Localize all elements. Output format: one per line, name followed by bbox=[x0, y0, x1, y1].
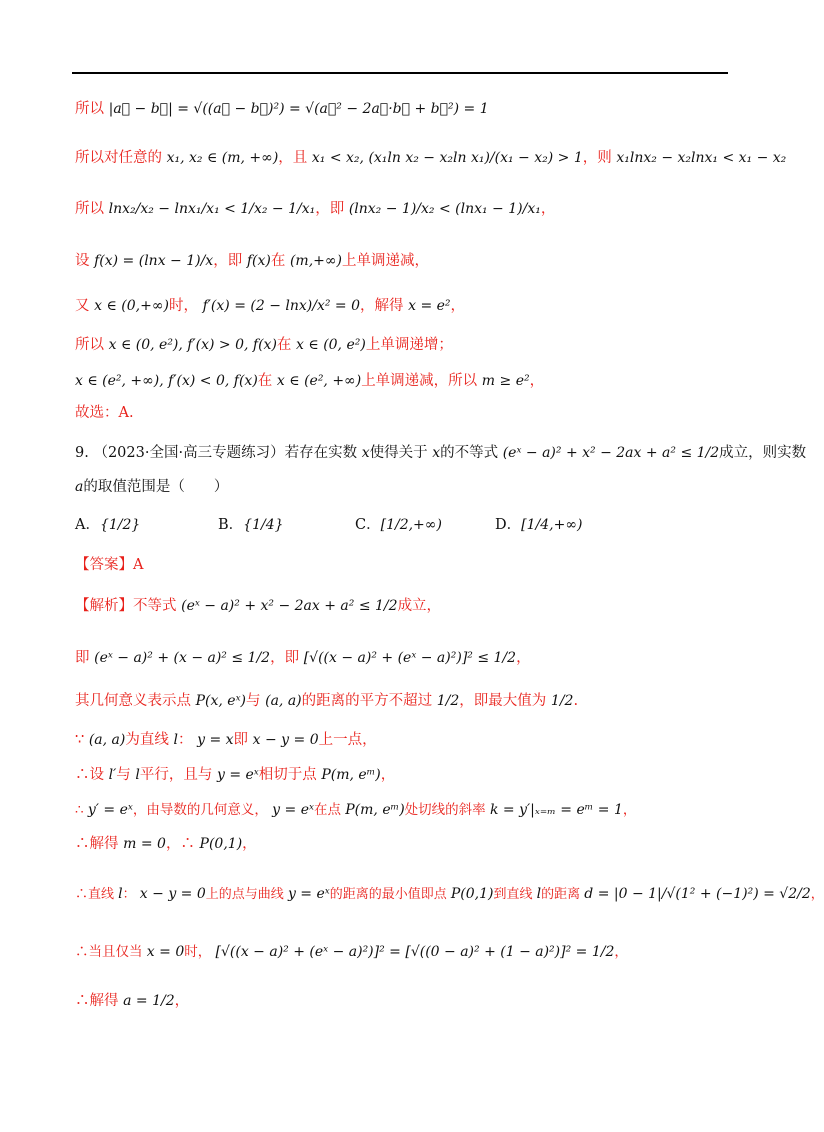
answer-value: A bbox=[133, 557, 144, 573]
answer-tag: 【答案】 bbox=[75, 557, 133, 573]
question-inequality: (eˣ − a)² + x² − 2ax + a² ≤ 1/2 bbox=[502, 445, 720, 461]
analysis-line-1: 【解析】不等式 (eˣ − a)² + x² − 2ax + a² ≤ 1/2成立， bbox=[75, 598, 442, 614]
question-9-line-1: 9. （2023·全国·高三专题练习）若存在实数 x使得关于 x的不等式 (eˣ − a)² + x² − 2ax + a² ≤ 1/2成立，则实数 bbox=[75, 445, 807, 461]
solution-line-2: 所以对任意的 x₁, x₂ ∈ (m, +∞)，且 x₁ < x₂, (x₁ln x₂ − x₂ln x₁)/(x₁ − x₂) > 1，则 x₁lnx₂ − x₂lnx₁ < x₁ − x₂ bbox=[75, 150, 787, 166]
option-d: D．[1/4,+∞) bbox=[495, 517, 583, 533]
question-9-line-2: a的取值范围是（ ） bbox=[75, 479, 229, 495]
analysis-line-4: ∵ (a, a)为直线 l： y = x即 x − y = 0上一点， bbox=[75, 732, 377, 748]
solution-line-1: 所以 |a⃗ − b⃗| = √((a⃗ − b⃗)²) = √(a⃗² − 2a⃗·b⃗ + b⃗²) = 1 bbox=[75, 101, 489, 117]
analysis-line-5: ∴设 l′与 l平行，且与 y = eˣ相切于点 P(m, eᵐ)， bbox=[75, 767, 396, 783]
option-a: A．{1/2} bbox=[75, 517, 141, 533]
analysis-line-2: 即 (eˣ − a)² + (x − a)² ≤ 1/2，即 [√((x − a)² + (eˣ − a)²)]² ≤ 1/2， bbox=[75, 650, 531, 666]
analysis-line-9: ∴当且仅当 x = 0时， [√((x − a)² + (eˣ − a)²)]² = [√((0 − a)² + (1 − a)²)]² = 1/2， bbox=[75, 944, 628, 960]
option-b: B．{1/4} bbox=[218, 517, 284, 533]
solution-line-3: 所以 lnx₂/x₂ − lnx₁/x₁ < 1/x₂ − 1/x₁，即 (lnx₂ − 1)/x₂ < (lnx₁ − 1)/x₁， bbox=[75, 201, 556, 217]
answer-line bbox=[75, 555, 143, 575]
header-rule bbox=[72, 72, 728, 74]
analysis-line-7: ∴解得 m = 0，∴ P(0,1)， bbox=[75, 836, 257, 852]
solution-line-4: 设 f(x) = (lnx − 1)/x，即 f(x)在 (m,+∞)上单调递减， bbox=[75, 253, 429, 269]
option-c: C．[1/2,+∞) bbox=[355, 517, 442, 533]
analysis-line-6: ∴ y′ = eˣ，由导数的几何意义， y = eˣ在点 P(m, eᵐ)处切线的斜率 k = y′|ₓ₌ₘ = eᵐ = 1， bbox=[75, 802, 637, 818]
analysis-line-8: ∴直线 l： x − y = 0上的点与曲线 y = eˣ的距离的最小值即点 P(0,1)到直线 l的距离 d = |0 − 1|/√(1² + (−1)²) = √2/2， bbox=[75, 886, 824, 902]
solution-line-7: x ∈ (e², +∞), f′(x) < 0, f(x)在 x ∈ (e², +∞)上单调递减，所以 m ≥ e²， bbox=[75, 373, 545, 389]
question-number: 9. bbox=[75, 445, 89, 461]
question-source: （2023·全国·高三专题练习）若存在实数 bbox=[93, 445, 358, 461]
analysis-line-3: 其几何意义表示点 P(x, eˣ)与 (a, a)的距离的平方不超过 1/2，即最大值为 1/2. bbox=[75, 693, 579, 709]
solution-conclusion: 故选：A. bbox=[75, 405, 134, 421]
solution-line-5: 又 x ∈ (0,+∞)时， f′(x) = (2 − lnx)/x² = 0，解得 x = e²， bbox=[75, 298, 466, 314]
analysis-line-10: ∴解得 a = 1/2， bbox=[75, 993, 190, 1009]
solution-line-6: 所以 x ∈ (0, e²), f′(x) > 0, f(x)在 x ∈ (0, e²)上单调递增； bbox=[75, 337, 453, 353]
